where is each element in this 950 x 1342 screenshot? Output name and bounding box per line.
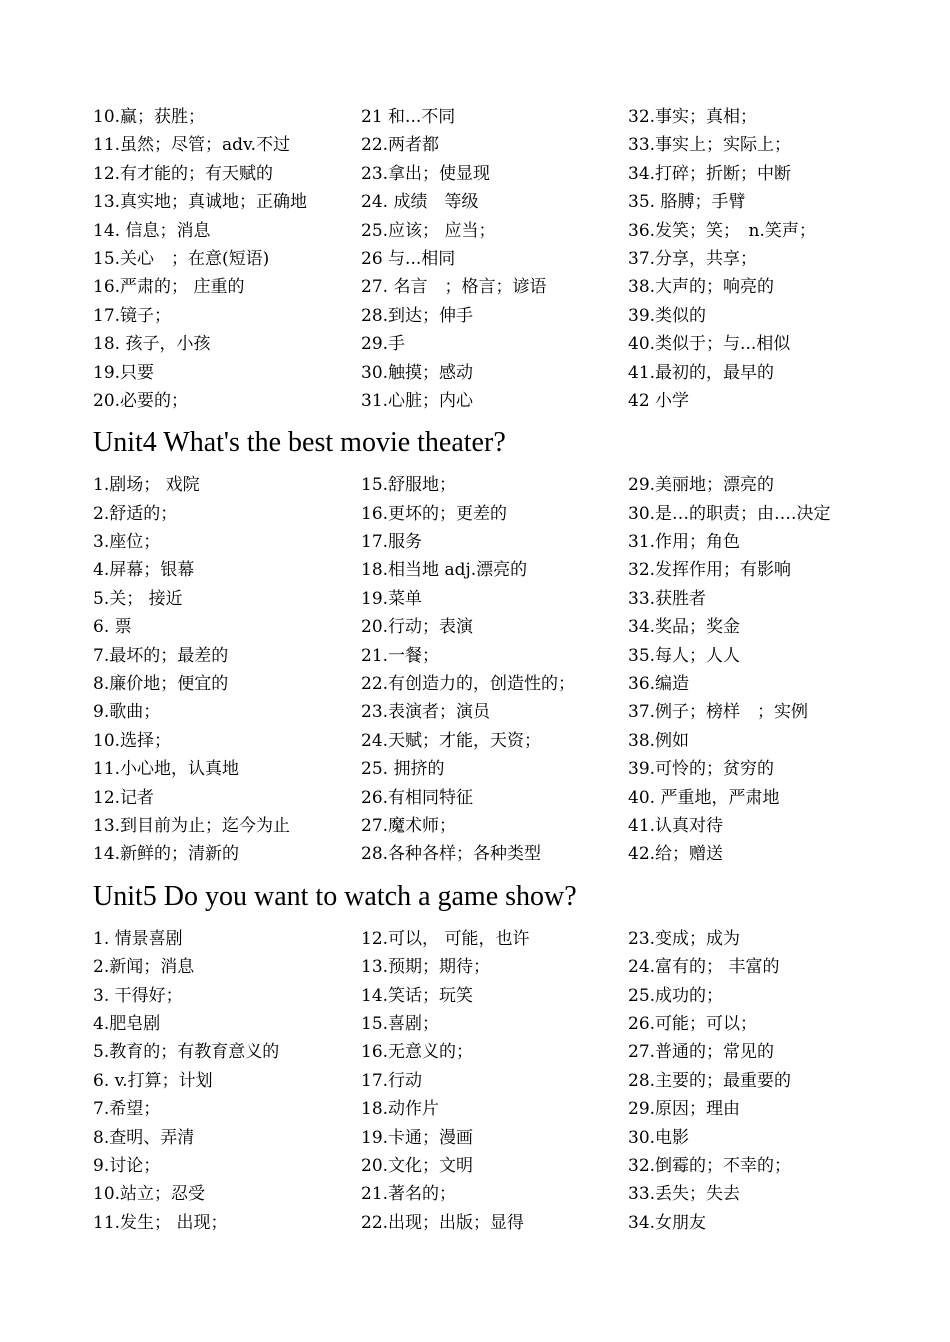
- vocab-entry: 18.动作片: [361, 1099, 440, 1120]
- vocab-entry: 13.预期；期待；: [361, 957, 491, 978]
- vocab-entry: 11.发生； 出现；: [93, 1212, 228, 1233]
- vocab-entry: 24.富有的； 丰富的: [628, 957, 780, 978]
- vocab-entry: 3.座位；: [93, 532, 161, 553]
- vocab-entry: 3. 干得好；: [93, 985, 183, 1006]
- vocab-entry: 14. 信息；消息: [93, 220, 211, 241]
- unit4-heading: Unit4 What's the best movie theater?: [93, 427, 506, 459]
- vocab-entry: 37.例子；榜样 ；实例: [628, 702, 809, 723]
- vocab-entry: 38.例如: [628, 730, 690, 751]
- vocab-entry: 39.类似的: [628, 305, 707, 326]
- vocab-entry: 41.最初的，最早的: [628, 362, 775, 383]
- vocab-entry: 33.丢失；失去: [628, 1184, 741, 1205]
- vocab-entry: 10.站立；忍受: [93, 1184, 206, 1205]
- vocab-entry: 2.舒适的；: [93, 503, 178, 524]
- vocab-entry: 11.虽然；尽管；adv.不过: [93, 135, 291, 156]
- unit5-word-list: [93, 925, 893, 1237]
- vocab-entry: 12.有才能的；有天赋的: [93, 163, 274, 184]
- vocab-entry: 10.赢；获胜；: [93, 107, 206, 127]
- vocab-entry: 25. 拥挤的: [361, 759, 445, 780]
- vocab-entry: 14.笑话；玩笑: [361, 985, 474, 1006]
- vocab-entry: 41.认真对待: [628, 815, 724, 836]
- vocab-entry: 26 与...相同: [361, 248, 456, 269]
- vocab-entry: 19.只要: [93, 362, 155, 383]
- vocab-entry: 20.必要的；: [93, 390, 189, 411]
- vocab-entry: 8.廉价地；便宜的: [93, 674, 229, 695]
- vocab-entry: 40.类似于；与...相似: [628, 334, 791, 355]
- vocab-entry: 17.服务: [361, 532, 423, 553]
- vocab-entry: 25.成功的；: [628, 985, 724, 1006]
- vocab-entry: 23.拿出；使显现: [361, 163, 491, 184]
- vocab-entry: 12.可以， 可能，也许: [361, 928, 530, 949]
- vocab-entry: 11.小心地，认真地: [93, 759, 240, 780]
- vocab-entry: 29.美丽地；漂亮的: [628, 475, 775, 496]
- vocab-entry: 6. v.打算；计划: [93, 1070, 213, 1091]
- vocab-entry: 30.电影: [628, 1127, 690, 1148]
- vocab-entry: 5.关； 接近: [93, 588, 183, 609]
- vocab-entry: 8.查明、弄清: [93, 1127, 195, 1148]
- vocab-entry: 26.有相同特征: [361, 787, 474, 808]
- vocab-entry: 1. 情景喜剧: [93, 928, 183, 949]
- vocab-entry: 19.卡通；漫画: [361, 1127, 474, 1148]
- vocab-entry: 34.奖品；奖金: [628, 617, 741, 638]
- vocab-entry: 16.严肃的； 庄重的: [93, 277, 245, 298]
- vocab-entry: 19.菜单: [361, 588, 423, 609]
- vocab-entry: 22.两者都: [361, 135, 440, 156]
- vocab-entry: 15.舒服地；: [361, 475, 457, 496]
- vocab-entry: 36.发笑；笑； n.笑声；: [628, 220, 816, 241]
- vocab-entry: 18. 孩子，小孩: [93, 334, 211, 355]
- unit3-word-list: [93, 103, 893, 415]
- vocab-entry: 17.行动: [361, 1070, 423, 1091]
- vocab-entry: 4.肥皂剧: [93, 1013, 161, 1034]
- vocab-entry: 21 和...不同: [361, 107, 456, 127]
- vocab-entry: 13.真实地；真诚地；正确地: [93, 192, 308, 213]
- vocab-entry: 33.事实上；实际上；: [628, 135, 792, 156]
- vocab-entry: 36.编造: [628, 674, 690, 695]
- vocab-entry: 2.新闻；消息: [93, 957, 195, 978]
- vocab-entry: 24.天赋；才能，天资；: [361, 730, 542, 751]
- vocab-entry: 35. 胳膊；手臂: [628, 192, 746, 213]
- unit5-heading: Unit5 Do you want to watch a game show?: [93, 880, 577, 912]
- vocab-entry: 22.有创造力的，创造性的；: [361, 674, 576, 695]
- vocab-entry: 28.到达；伸手: [361, 305, 474, 326]
- vocab-entry: 6. 票: [93, 617, 132, 638]
- vocab-entry: 35.每人；人人: [628, 645, 741, 666]
- vocab-entry: 28.主要的；最重要的: [628, 1070, 792, 1091]
- vocab-entry: 40. 严重地，严肃地: [628, 787, 780, 808]
- vocab-entry: 23.变成；成为: [628, 928, 741, 949]
- vocab-entry: 21.一餐；: [361, 645, 440, 666]
- vocab-entry: 10.选择；: [93, 730, 172, 751]
- vocab-entry: 16.更坏的；更差的: [361, 503, 508, 524]
- vocab-entry: 32.发挥作用；有影响: [628, 560, 792, 581]
- vocab-entry: 16.无意义的；: [361, 1042, 474, 1063]
- vocab-entry: 42 小学: [628, 390, 690, 411]
- vocab-entry: 29.手: [361, 334, 406, 355]
- vocab-entry: 4.屏幕；银幕: [93, 560, 195, 581]
- vocab-entry: 20.文化；文明: [361, 1155, 474, 1176]
- vocab-entry: 29.原因；理由: [628, 1099, 741, 1120]
- vocab-entry: 31.作用；角色: [628, 532, 741, 553]
- vocab-entry: 23.表演者；演员: [361, 702, 491, 723]
- vocab-entry: 24. 成绩 等级: [361, 192, 479, 213]
- vocab-entry: 27.魔术师；: [361, 815, 457, 836]
- vocab-entry: 5.教育的；有教育意义的: [93, 1042, 280, 1063]
- vocab-entry: 31.心脏；内心: [361, 390, 474, 411]
- vocab-entry: 7.希望；: [93, 1099, 161, 1120]
- vocab-entry: 25.应该； 应当；: [361, 220, 496, 241]
- vocab-entry: 15.关心 ；在意(短语): [93, 248, 270, 269]
- vocab-entry: 34.打碎；折断；中断: [628, 163, 792, 184]
- vocab-entry: 34.女朋友: [628, 1212, 707, 1233]
- vocab-entry: 21.著名的；: [361, 1184, 457, 1205]
- vocab-entry: 17.镜子；: [93, 305, 172, 326]
- vocab-entry: 30.触摸；感动: [361, 362, 474, 383]
- vocab-entry: 27. 名言 ；格言；谚语: [361, 277, 547, 298]
- vocab-entry: 7.最坏的；最差的: [93, 645, 229, 666]
- vocab-entry: 38.大声的；响亮的: [628, 277, 775, 298]
- vocab-entry: 28.各种各样；各种类型: [361, 844, 542, 865]
- vocab-entry: 20.行动；表演: [361, 617, 474, 638]
- vocab-entry: 30.是…的职责；由….决定: [628, 503, 831, 524]
- vocab-entry: 42.给；赠送: [628, 844, 724, 865]
- vocab-entry: 33.获胜者: [628, 588, 707, 609]
- vocab-entry: 18.相当地 adj.漂亮的: [361, 560, 528, 581]
- vocab-entry: 32.事实；真相；: [628, 107, 758, 127]
- vocab-entry: 14.新鲜的；清新的: [93, 844, 240, 865]
- vocab-entry: 27.普通的；常见的: [628, 1042, 775, 1063]
- unit4-word-list: [93, 471, 893, 868]
- vocab-entry: 32.倒霉的；不幸的；: [628, 1155, 792, 1176]
- vocab-entry: 15.喜剧；: [361, 1013, 440, 1034]
- vocab-entry: 26.可能；可以；: [628, 1013, 758, 1034]
- vocab-entry: 1.剧场； 戏院: [93, 475, 200, 496]
- vocab-entry: 39.可怜的；贫穷的: [628, 759, 775, 780]
- vocab-entry: 13.到目前为止；迄今为止: [93, 815, 291, 836]
- vocab-entry: 22.出现；出版；显得: [361, 1212, 525, 1233]
- vocab-entry: 9.讨论；: [93, 1155, 161, 1176]
- vocab-entry: 37.分享，共享；: [628, 248, 758, 269]
- vocab-entry: 12.记者: [93, 787, 155, 808]
- vocab-entry: 9.歌曲；: [93, 702, 161, 723]
- vocabulary-page: [93, 103, 893, 1237]
